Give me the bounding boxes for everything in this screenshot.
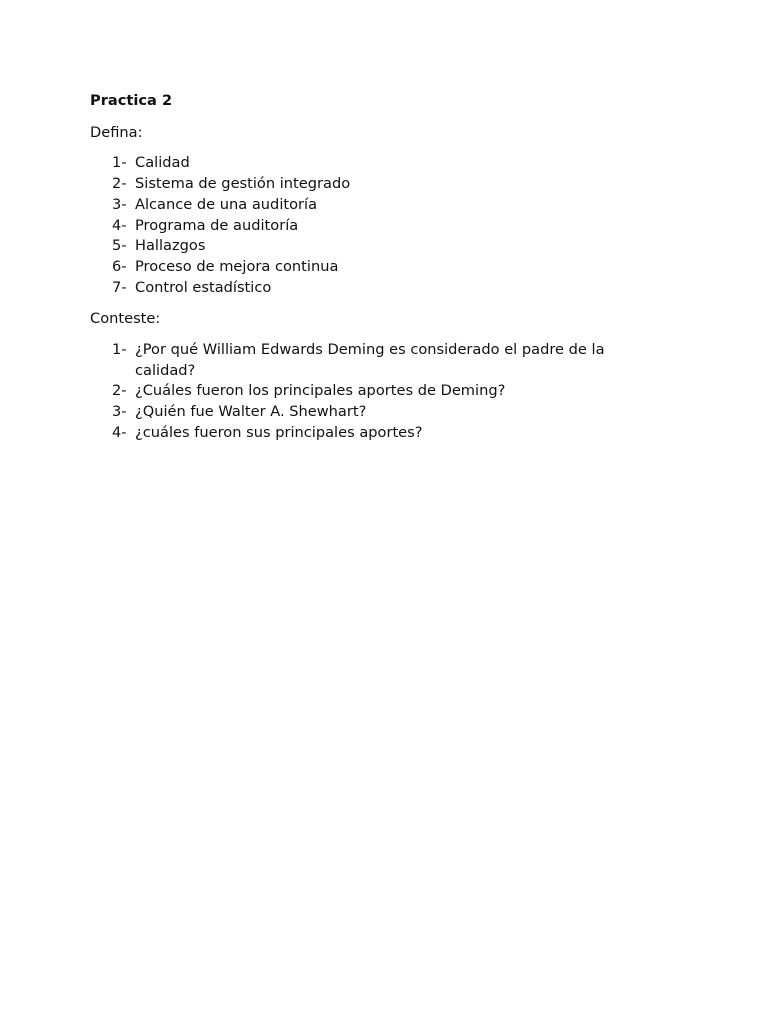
section-conteste-label: Conteste:: [90, 310, 161, 328]
item-text: ¿cuáles fueron sus principales aportes?: [135, 423, 423, 441]
section-defina-label: Defina:: [90, 123, 143, 141]
list-item: [90, 257, 650, 278]
item-number: 4-: [112, 216, 127, 234]
list-item: [90, 381, 650, 402]
item-text: Hallazgos: [135, 237, 206, 255]
list-item: [90, 236, 650, 257]
item-text: ¿Por qué William Edwards Deming es considerado el padre de la calidad?: [135, 341, 605, 379]
item-text: Control estadístico: [135, 278, 272, 296]
list-item: [90, 195, 650, 216]
item-number: 3-: [112, 403, 127, 421]
list-item: [90, 340, 650, 381]
item-text: Alcance de una auditoría: [135, 195, 318, 213]
item-number: 3-: [112, 195, 127, 213]
item-number: 2-: [112, 382, 127, 400]
list-item: [90, 423, 650, 444]
list-item: [90, 402, 650, 423]
item-text: Sistema de gestión integrado: [135, 175, 351, 193]
item-number: 4-: [112, 423, 127, 441]
document-content: [90, 91, 650, 455]
item-number: 1-: [112, 154, 127, 172]
list-item: [90, 174, 650, 195]
conteste-list: [90, 340, 650, 444]
item-text: ¿Cuáles fueron los principales aportes de Deming?: [135, 382, 506, 400]
item-number: 5-: [112, 237, 127, 255]
item-text: Calidad: [135, 154, 190, 172]
item-text: ¿Quién fue Walter A. Shewhart?: [135, 403, 367, 421]
list-item: [90, 153, 650, 174]
item-text: Programa de auditoría: [135, 216, 299, 234]
item-number: 1-: [112, 341, 127, 359]
item-number: 2-: [112, 175, 127, 193]
item-number: 7-: [112, 278, 127, 296]
document-title: Practica 2: [90, 92, 173, 109]
item-text: Proceso de mejora continua: [135, 257, 339, 275]
list-item: [90, 278, 650, 299]
item-number: 6-: [112, 257, 127, 275]
list-item: [90, 216, 650, 237]
defina-list: [90, 153, 650, 298]
